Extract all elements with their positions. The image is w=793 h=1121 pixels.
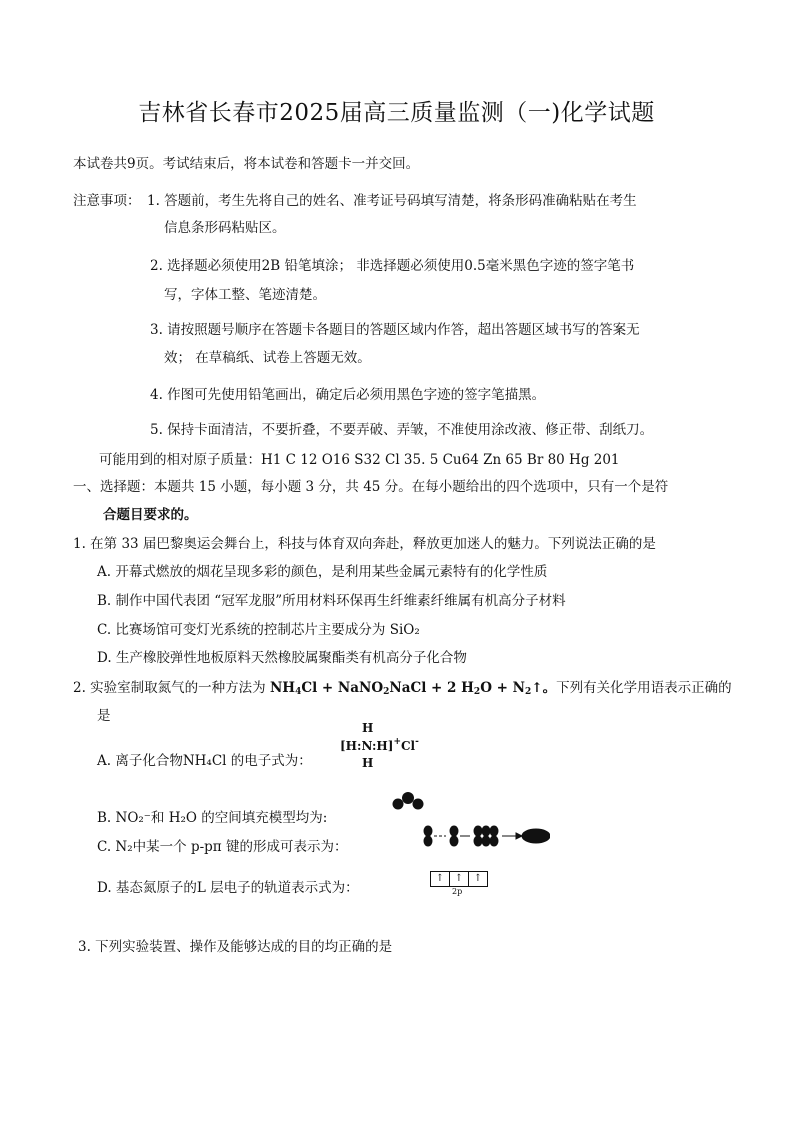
note-2-line2: 写，字体工整、笔迹清楚。 bbox=[164, 287, 326, 303]
question-2-option-a: A. 离子化合物NH₄Cl 的电子式为： bbox=[97, 753, 312, 769]
question-2-stem bbox=[73, 676, 732, 697]
orbital-box-3: ↑ bbox=[468, 871, 488, 887]
reaction-equation: $NH_4Cl$ + NaNO$_2$NaCl + 2 $H_2O$ + $N_2↑$。 bbox=[269, 680, 557, 697]
question-1-option-a: A. 开幕式燃放的烟花呈现多彩的颜色，是利用某些金属元素特有的化学性质 bbox=[97, 564, 548, 580]
lewis-h-top: H bbox=[362, 721, 374, 735]
note-4: 4. 作图可先使用铅笔画出，确定后必须用黑色字迹的签字笔描黑。 bbox=[150, 387, 546, 403]
note-3-line2: 效； 在草稿纸、试卷上答题无效。 bbox=[164, 350, 371, 366]
atomic-masses: 可能用到的相对原子质量：H1 C 12 O16 S32 Cl 35. 5 Cu64 Zn 65 Br 80 Hg 201 bbox=[99, 452, 620, 468]
question-2-stem-suffix: 下列有关化学用语表示正确的 bbox=[556, 680, 732, 696]
note-2-line1: 2. 选择题必须使用2B 铅笔填涂； 非选择题必须使用0.5毫米黑色字迹的签字笔书 bbox=[150, 258, 635, 274]
note-5: 5. 保持卡面清洁，不要折叠，不要弄破、弄皱，不准使用涂改液、修正带、刮纸刀。 bbox=[150, 422, 654, 438]
orbital-box-2: ↑ bbox=[449, 871, 469, 887]
notes-label: 注意事项： bbox=[73, 193, 141, 209]
lewis-ammonium: [H:N:H]+Cl- bbox=[340, 737, 419, 753]
orbital-box-1: ↑ bbox=[430, 871, 450, 887]
page-title: 吉林省长春市2025届高三质量监测（一)化学试题 bbox=[138, 100, 655, 126]
question-1-option-d: D. 生产橡胶弹性地板原料天然橡胶属聚酯类有机高分子化合物 bbox=[97, 650, 467, 666]
question-1-option-b: B. 制作中国代表团 “冠军龙服”所用材料环保再生纤维素纤维属有机高分子材料 bbox=[97, 593, 566, 609]
note-1-line1: 1. 答题前，考生先将自己的姓名、准考证号码填写清楚，将条形码准确粘贴在考生 bbox=[147, 193, 637, 209]
p-orbital-overlap-icon bbox=[418, 823, 550, 849]
question-2-option-d: D. 基态氮原子的L 层电子的轨道表示式为： bbox=[97, 880, 359, 896]
space-filling-model-icon bbox=[388, 790, 428, 810]
lewis-chloride: Cl bbox=[400, 739, 416, 753]
question-2-stem-prefix: 2. 实验室制取氮气的一种方法为 bbox=[73, 680, 270, 696]
orbital-label: 2p bbox=[452, 887, 463, 896]
question-2-stem-line2: 是 bbox=[97, 708, 111, 724]
question-3-stem: 3. 下列实验装置、操作及能够达成的目的均正确的是 bbox=[78, 939, 393, 955]
note-1-line2: 信息条形码粘贴区。 bbox=[164, 220, 286, 236]
question-2-option-b: B. NO₂⁻和 H₂O 的空间填充模型均为: bbox=[97, 810, 328, 826]
intro-text: 本试卷共9页。考试结束后，将本试卷和答题卡一并交回。 bbox=[73, 156, 420, 172]
orbital-diagram bbox=[430, 871, 492, 899]
lewis-h-bottom: H bbox=[362, 756, 374, 770]
section-1-line2: 合题目要求的。 bbox=[103, 507, 198, 523]
section-1-line1: 一、选择题：本题共 15 小题，每小题 3 分，共 45 分。在每小题给出的四个选项中，只有一个是符 bbox=[73, 479, 669, 495]
question-1-option-c: C. 比赛场馆可变灯光系统的控制芯片主要成分为 SiO₂ bbox=[97, 622, 420, 638]
question-1-stem: 1. 在第 33 届巴黎奥运会舞台上，科技与体育双向奔赴，释放更加迷人的魅力。下列说法正确的是 bbox=[73, 536, 656, 552]
question-2-option-c: C. N₂中某一个 p-pπ 键的形成可表示为： bbox=[97, 839, 348, 855]
note-3-line1: 3. 请按照题号顺序在答题卡各题目的答题区域内作答，超出答题区域书写的答案无 bbox=[150, 322, 640, 338]
